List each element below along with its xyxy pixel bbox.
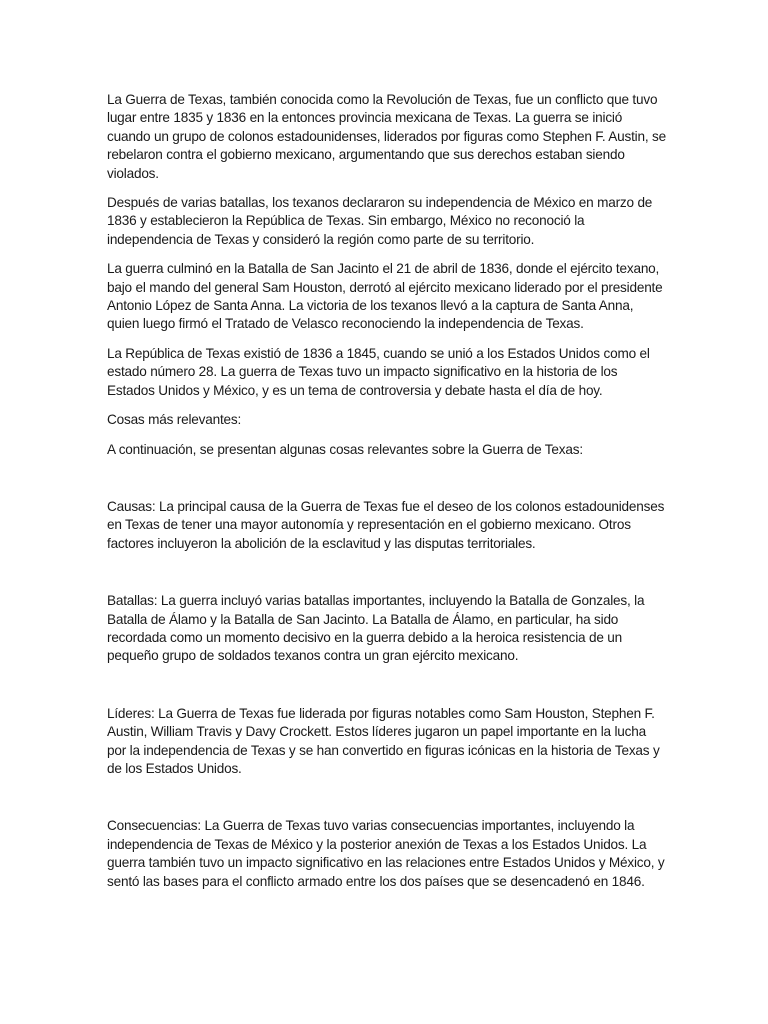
paragraph-leaders: Líderes: La Guerra de Texas fue liderada por figuras notables como Sam Houston, Stephen F. Austin, William Travis y Davy Crockett. Estos líderes jugaron un papel importante en la lucha por la independencia de Texas y se han convertido en figuras icónicas en la historia de Texas y de los Estados Unidos. xyxy=(107,705,660,776)
paragraph-relevant-heading: Cosas más relevantes: xyxy=(107,412,242,428)
paragraph-battles: Batallas: La guerra incluyó varias batallas importantes, incluyendo la Batalla de Gonzales, la Batalla de Álamo y la Batalla de San Jacinto. La Batalla de Álamo, en particular, ha sido recordada como un momento decisivo en la guerra debido a la heroica resistencia de un pequeño grupo de soldados texanos contra un gran ejército mexicano. xyxy=(107,593,645,664)
paragraph-intro: La Guerra de Texas, también conocida como la Revolución de Texas, fue un conflicto que tuvo lugar entre 1835 y 1836 en la entonces provincia mexicana de Texas. La guerra se inició cuando un grupo de colonos estadounidenses, liderados por figuras como Stephen F. Austin, se rebelaron contra el gobierno mexicano, argumentando que sus derechos estaban siendo violados. xyxy=(107,92,666,181)
paragraph-republic: La República de Texas existió de 1836 a 1845, cuando se unió a los Estados Unidos como el estado número 28. La guerra de Texas tuvo un impacto significativo en la historia de los Estados Unidos y México, y es un tema de controversia y debate hasta el día de hoy. xyxy=(107,345,650,398)
paragraph-san-jacinto: La guerra culminó en la Batalla de San Jacinto el 21 de abril de 1836, donde el ejército texano, bajo el mando del general Sam Houston, derrotó al ejército mexicano liderado por el presidente Antonio López de Santa Anna. La victoria de los texanos llevó a la captura de Santa Anna, quien luego firmó el Tratado de Velasco reconociendo la independencia de Texas. xyxy=(107,261,663,332)
paragraph-consequences: Consecuencias: La Guerra de Texas tuvo varias consecuencias importantes, incluyendo la independencia de Texas de México y la posterior anexión de Texas a los Estados Unidos. La guerra también tuvo un impacto significativo en las relaciones entre Estados Unidos y México, y sentó las bases para el conflicto armado entre los dos países que se desencadenó en 1846. xyxy=(107,818,665,889)
document-body xyxy=(107,91,667,902)
paragraph-causes: Causas: La principal causa de la Guerra de Texas fue el deseo de los colonos estadounidenses en Texas de tener una mayor autonomía y representación en el gobierno mexicano. Otros factores incluyeron la abolición de la esclavitud y las disputas territoriales. xyxy=(107,498,665,551)
paragraph-relevant-intro: A continuación, se presentan algunas cosas relevantes sobre la Guerra de Texas: xyxy=(107,441,583,457)
paragraph-independence: Después de varias batallas, los texanos declararon su independencia de México en marzo de 1836 y establecieron la República de Texas. Sin embargo, México no reconoció la independencia de Texas y consideró la región como parte de su territorio. xyxy=(107,195,653,247)
